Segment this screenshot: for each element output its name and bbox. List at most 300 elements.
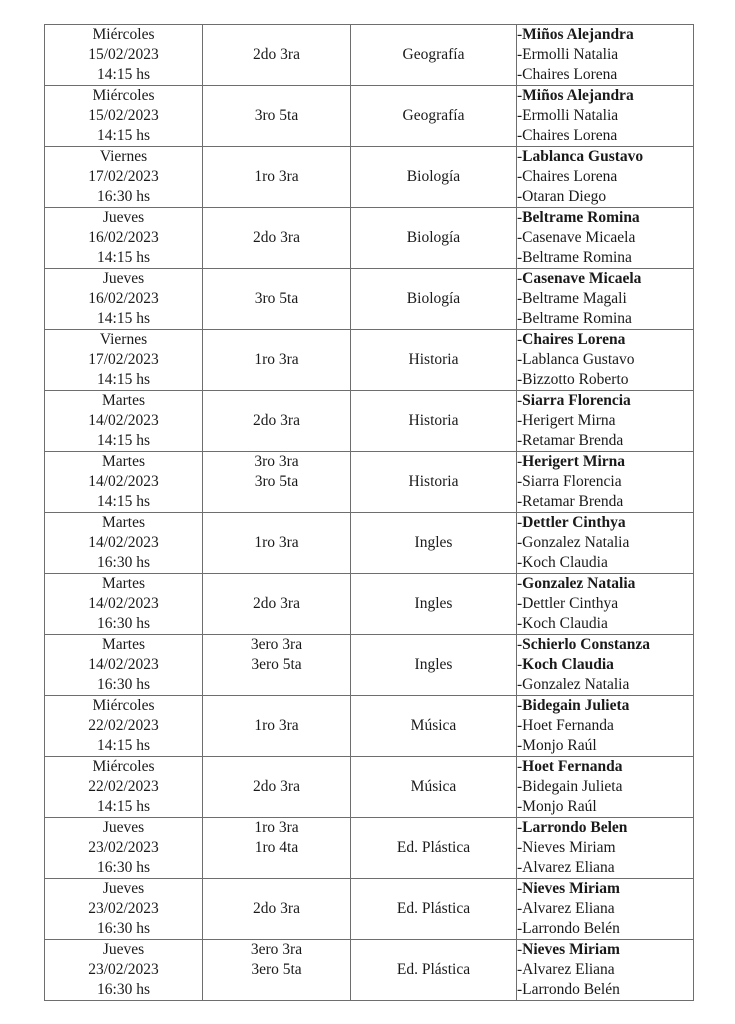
subject-cell [351,513,517,574]
teacher-label: Bizzotto Roberto [522,371,629,388]
teacher-label: Retamar Brenda [522,432,624,449]
teacher-prefix: - [517,453,523,470]
subject-name: Historia [408,412,459,429]
date-cell [45,879,203,940]
table-row [45,635,694,696]
table-row [45,879,694,940]
teacher-name [517,899,693,919]
teacher-prefix: - [517,554,523,571]
course-name: 2do 3ra [253,46,300,63]
teacher-label: Ermolli Natalia [522,46,619,63]
subject-cell [351,391,517,452]
course-name: 1ro 3ra [254,534,299,551]
subject-cell [351,635,517,696]
teachers-cell [517,879,694,940]
teachers-cell [517,25,694,86]
teacher-label: Koch Claudia [522,554,608,571]
exam-date: 23/02/2023 [88,900,159,917]
teacher-prefix: - [517,209,523,226]
table-row [45,513,694,574]
exam-time: 16:30 hs [97,676,150,693]
subject-name: Historia [408,351,459,368]
exam-day: Miércoles [92,697,155,714]
course-name: 3ro 5ta [254,473,299,490]
subject-cell [351,818,517,879]
teacher-name-lead [517,879,693,899]
teacher-name-lead [517,574,693,594]
subject-cell [351,452,517,513]
teacher-name [517,980,693,1000]
teachers-cell [517,513,694,574]
course-cell [203,452,351,513]
date-cell [45,208,203,269]
teacher-label: Chaires Lorena [522,331,626,348]
teacher-prefix: - [517,392,523,409]
exam-date: 23/02/2023 [88,961,159,978]
teacher-prefix: - [517,351,523,368]
table-row [45,452,694,513]
exam-time: 14:15 hs [97,249,150,266]
teacher-prefix: - [517,270,523,287]
teachers-cell [517,574,694,635]
subject-cell [351,757,517,818]
exam-day: Miércoles [92,758,155,775]
course-name: 3ro 3ra [254,453,299,470]
exam-time: 16:30 hs [97,615,150,632]
exam-date: 22/02/2023 [88,778,159,795]
subject-cell [351,86,517,147]
course-cell [203,818,351,879]
teacher-name-lead [517,86,693,106]
teacher-label: Nieves Miriam [522,941,620,958]
teacher-name [517,614,693,634]
teacher-name [517,777,693,797]
exam-day: Jueves [102,819,145,836]
teacher-prefix: - [517,981,523,998]
teacher-prefix: - [517,26,523,43]
teacher-name [517,431,693,451]
teacher-label: Siarra Florencia [522,392,631,409]
teachers-cell [517,940,694,1001]
date-cell [45,513,203,574]
course-name: 2do 3ra [253,595,300,612]
exam-date: 14/02/2023 [88,412,159,429]
course-name: 3ro 5ta [254,107,299,124]
course-name: 3ro 5ta [254,290,299,307]
exam-time: 14:15 hs [97,371,150,388]
table-row [45,696,694,757]
teacher-label: Ermolli Natalia [522,107,619,124]
teacher-name [517,167,693,187]
teacher-name [517,187,693,207]
table-row [45,147,694,208]
teacher-label: Dettler Cinthya [522,514,626,531]
course-cell [203,208,351,269]
date-cell [45,330,203,391]
subject-name: Ingles [414,534,453,551]
table-row [45,757,694,818]
course-cell [203,879,351,940]
teacher-name [517,716,693,736]
teacher-prefix: - [517,859,523,876]
teacher-label: Herigert Mirna [522,412,616,429]
teacher-prefix: - [517,961,523,978]
exam-date: 14/02/2023 [88,595,159,612]
teacher-name-lead [517,147,693,167]
teacher-label: Nieves Miriam [522,880,620,897]
exam-date: 17/02/2023 [88,168,159,185]
date-cell [45,25,203,86]
course-name: 1ro 3ra [254,819,299,836]
exam-day: Jueves [102,880,145,897]
teacher-name-lead [517,696,693,716]
teacher-prefix: - [517,636,523,653]
table-row [45,25,694,86]
teacher-label: Gonzalez Natalia [522,676,630,693]
date-cell [45,696,203,757]
teacher-name [517,553,693,573]
table-row [45,940,694,1001]
teacher-name [517,289,693,309]
teacher-prefix: - [517,148,523,165]
date-cell [45,574,203,635]
exam-day: Viernes [99,331,148,348]
exam-date: 22/02/2023 [88,717,159,734]
teacher-name-lead [517,25,693,45]
teacher-label: Larrondo Belen [522,819,628,836]
exam-schedule-table [44,24,694,1001]
course-cell [203,25,351,86]
teacher-label: Miños Alejandra [522,87,634,104]
teacher-label: Chaires Lorena [522,127,618,144]
exam-time: 14:15 hs [97,798,150,815]
teacher-name [517,411,693,431]
teacher-name [517,228,693,248]
teacher-prefix: - [517,615,523,632]
teachers-cell [517,757,694,818]
teacher-name-lead [517,818,693,838]
teacher-prefix: - [517,656,523,673]
course-cell [203,147,351,208]
teacher-prefix: - [517,920,523,937]
teacher-prefix: - [517,107,523,124]
course-name: 3ero 3ra [250,636,303,653]
teachers-cell [517,147,694,208]
teacher-label: Hoet Fernanda [522,717,614,734]
subject-name: Ed. Plástica [396,900,471,917]
teacher-label: Casenave Micaela [522,270,642,287]
teacher-label: Herigert Mirna [522,453,626,470]
teacher-name-lead [517,513,693,533]
teacher-label: Siarra Florencia [522,473,622,490]
subject-name: Geografía [402,46,465,63]
teacher-prefix: - [517,819,523,836]
teacher-name [517,675,693,695]
exam-schedule-sheet [44,24,694,1001]
course-cell [203,269,351,330]
teacher-label: Bidegain Julieta [522,697,630,714]
teacher-label: Beltrame Magali [522,290,627,307]
teacher-prefix: - [517,798,523,815]
teacher-name [517,594,693,614]
teacher-prefix: - [517,127,523,144]
exam-day: Miércoles [92,87,155,104]
course-cell [203,696,351,757]
teacher-label: Bidegain Julieta [522,778,623,795]
teacher-label: Larrondo Belén [522,920,620,937]
teacher-name [517,126,693,146]
course-cell [203,330,351,391]
date-cell [45,452,203,513]
exam-time: 16:30 hs [97,920,150,937]
course-cell [203,513,351,574]
teacher-label: Retamar Brenda [522,493,624,510]
table-row [45,269,694,330]
course-cell [203,391,351,452]
teacher-name-lead [517,452,693,472]
exam-day: Jueves [102,270,145,287]
subject-name: Ingles [414,595,453,612]
course-name: 3ero 5ta [251,656,302,673]
teachers-cell [517,208,694,269]
exam-day: Viernes [99,148,148,165]
teacher-label: Koch Claudia [522,615,608,632]
subject-name: Biología [406,290,461,307]
teacher-prefix: - [517,778,523,795]
teacher-prefix: - [517,839,523,856]
teacher-label: Koch Claudia [522,656,614,673]
course-name: 2do 3ra [253,900,300,917]
subject-cell [351,269,517,330]
subject-cell [351,879,517,940]
teacher-label: Nieves Miriam [522,839,616,856]
exam-time: 14:15 hs [97,493,150,510]
teacher-prefix: - [517,900,523,917]
subject-name: Biología [406,229,461,246]
teacher-prefix: - [517,473,523,490]
course-cell [203,757,351,818]
teacher-prefix: - [517,66,523,83]
teacher-prefix: - [517,697,523,714]
course-name: 1ro 3ra [254,351,299,368]
teacher-prefix: - [517,432,523,449]
table-body [45,25,694,1001]
exam-date: 17/02/2023 [88,351,159,368]
table-row [45,208,694,269]
exam-day: Martes [101,575,146,592]
course-name: 2do 3ra [253,778,300,795]
teachers-cell [517,696,694,757]
teacher-prefix: - [517,514,523,531]
teacher-name-lead [517,655,693,675]
teacher-name-lead [517,330,693,350]
exam-date: 14/02/2023 [88,656,159,673]
subject-cell [351,696,517,757]
course-name: 1ro 3ra [254,168,299,185]
subject-name: Historia [408,473,459,490]
teachers-cell [517,269,694,330]
exam-time: 16:30 hs [97,554,150,571]
teacher-name [517,309,693,329]
date-cell [45,391,203,452]
course-name: 3ero 3ra [250,941,303,958]
exam-time: 16:30 hs [97,981,150,998]
teacher-name [517,736,693,756]
subject-name: Ingles [414,656,453,673]
subject-cell [351,940,517,1001]
course-name: 3ero 5ta [251,961,302,978]
teacher-name-lead [517,391,693,411]
course-cell [203,86,351,147]
date-cell [45,818,203,879]
exam-time: 16:30 hs [97,859,150,876]
teacher-label: Schierlo Constanza [522,636,651,653]
teacher-name [517,106,693,126]
teacher-label: Monjo Raúl [522,737,597,754]
teacher-label: Miños Alejandra [522,26,634,43]
teacher-label: Dettler Cinthya [522,595,619,612]
exam-time: 14:15 hs [97,432,150,449]
date-cell [45,147,203,208]
teacher-label: Monjo Raúl [522,798,597,815]
exam-date: 16/02/2023 [88,229,159,246]
teacher-prefix: - [517,758,523,775]
teachers-cell [517,86,694,147]
teacher-prefix: - [517,737,523,754]
teacher-name [517,65,693,85]
subject-cell [351,147,517,208]
date-cell [45,269,203,330]
teacher-prefix: - [517,229,523,246]
subject-cell [351,574,517,635]
teacher-name [517,370,693,390]
course-name: 1ro 3ra [254,717,299,734]
teacher-prefix: - [517,168,523,185]
teacher-name-lead [517,269,693,289]
teacher-name-lead [517,635,693,655]
exam-day: Martes [101,453,146,470]
teacher-name [517,838,693,858]
course-name: 2do 3ra [253,412,300,429]
table-row [45,574,694,635]
subject-name: Ed. Plástica [396,961,471,978]
exam-time: 14:15 hs [97,310,150,327]
teacher-prefix: - [517,676,523,693]
teacher-prefix: - [517,290,523,307]
teachers-cell [517,818,694,879]
teacher-name-lead [517,757,693,777]
teacher-name [517,919,693,939]
teacher-name [517,960,693,980]
teacher-name-lead [517,940,693,960]
teacher-prefix: - [517,941,523,958]
subject-name: Música [410,778,457,795]
teacher-label: Otaran Diego [522,188,607,205]
teacher-prefix: - [517,412,523,429]
teacher-label: Gonzalez Natalia [522,534,630,551]
teacher-label: Gonzalez Natalia [522,575,636,592]
teacher-name [517,533,693,553]
teacher-prefix: - [517,493,523,510]
exam-date: 16/02/2023 [88,290,159,307]
subject-name: Biología [406,168,461,185]
teacher-label: Hoet Fernanda [522,758,623,775]
subject-name: Ed. Plástica [396,839,471,856]
teachers-cell [517,391,694,452]
date-cell [45,86,203,147]
exam-day: Martes [101,392,146,409]
teacher-label: Alvarez Eliana [522,900,615,917]
exam-time: 14:15 hs [97,127,150,144]
teacher-name [517,858,693,878]
teachers-cell [517,635,694,696]
exam-time: 14:15 hs [97,66,150,83]
subject-cell [351,208,517,269]
teacher-label: Alvarez Eliana [522,961,615,978]
course-cell [203,940,351,1001]
teacher-label: Beltrame Romina [522,310,632,327]
teacher-name [517,45,693,65]
table-row [45,86,694,147]
table-row [45,818,694,879]
exam-day: Jueves [102,941,145,958]
table-row [45,330,694,391]
course-cell [203,635,351,696]
teacher-prefix: - [517,331,523,348]
teacher-name [517,472,693,492]
teacher-label: Lablanca Gustavo [522,351,635,368]
teacher-label: Chaires Lorena [522,66,618,83]
exam-date: 15/02/2023 [88,46,159,63]
subject-cell [351,25,517,86]
exam-day: Miércoles [92,26,155,43]
teacher-name [517,350,693,370]
date-cell [45,940,203,1001]
exam-time: 16:30 hs [97,188,150,205]
teacher-label: Beltrame Romina [522,209,640,226]
teacher-prefix: - [517,575,523,592]
teacher-prefix: - [517,87,523,104]
teacher-label: Chaires Lorena [522,168,618,185]
subject-cell [351,330,517,391]
exam-day: Martes [101,514,146,531]
teacher-prefix: - [517,534,523,551]
teacher-label: Lablanca Gustavo [522,148,644,165]
teachers-cell [517,330,694,391]
exam-date: 23/02/2023 [88,839,159,856]
teacher-label: Alvarez Eliana [522,859,615,876]
teacher-label: Larrondo Belén [522,981,620,998]
date-cell [45,635,203,696]
teacher-prefix: - [517,717,523,734]
exam-date: 15/02/2023 [88,107,159,124]
exam-time: 14:15 hs [97,737,150,754]
course-name: 2do 3ra [253,229,300,246]
subject-name: Geografía [402,107,465,124]
subject-name: Música [410,717,457,734]
teacher-prefix: - [517,188,523,205]
teacher-prefix: - [517,595,523,612]
teacher-prefix: - [517,371,523,388]
course-name: 1ro 4ta [254,839,299,856]
exam-day: Jueves [102,209,145,226]
teacher-name-lead [517,208,693,228]
exam-date: 14/02/2023 [88,473,159,490]
teacher-label: Beltrame Romina [522,249,632,266]
teacher-prefix: - [517,880,523,897]
teacher-prefix: - [517,249,523,266]
teacher-label: Casenave Micaela [522,229,636,246]
